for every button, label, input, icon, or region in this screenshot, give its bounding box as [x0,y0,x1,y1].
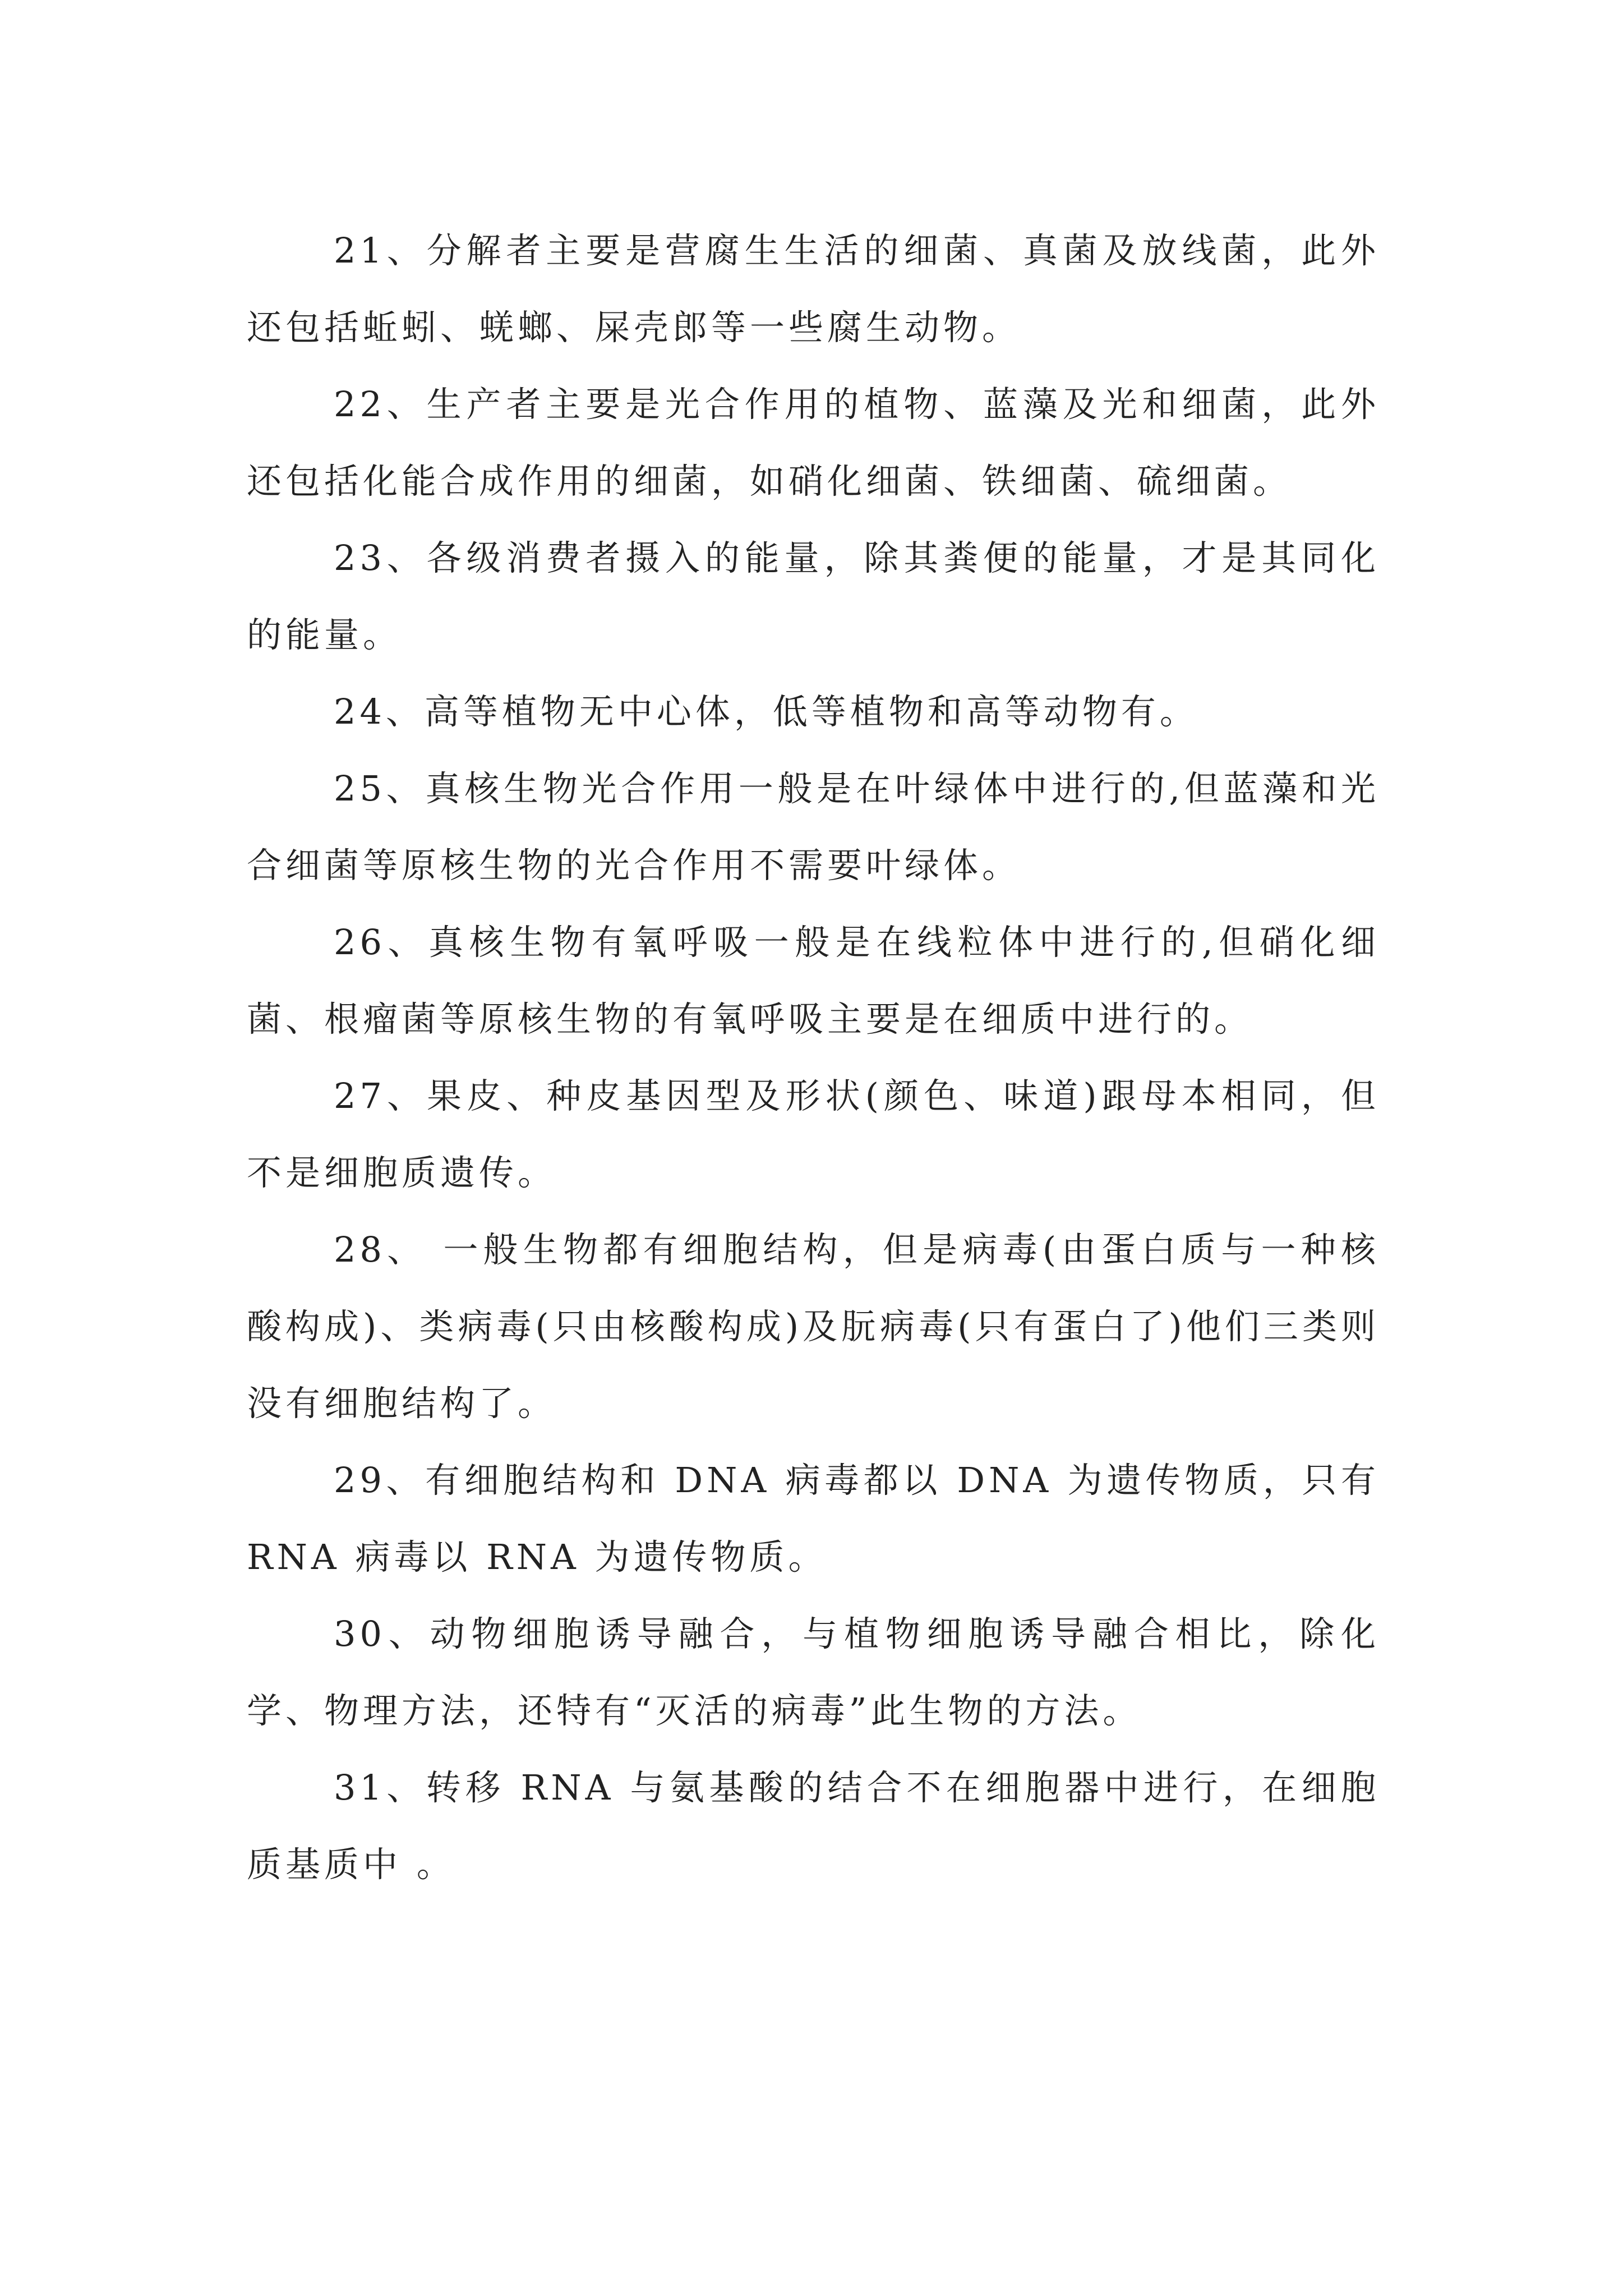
paragraph-22: 22、生产者主要是光合作用的植物、蓝藻及光和细菌，此外还包括化能合成作用的细菌，如硝化细菌、铁细菌、硫细菌。 [247,384,1380,501]
paragraph-29: 29、有细胞结构和 DNA 病毒都以 DNA 为遗传物质，只有 RNA 病毒以 RNA 为遗传物质。 [247,1460,1380,1577]
paragraph-23: 23、各级消费者摄入的能量，除其粪便的能量，才是其同化的能量。 [247,537,1380,655]
paragraph-21: 21、分解者主要是营腐生生活的细菌、真菌及放线菌，此外还包括蚯蚓、蜣螂、屎壳郎等一些腐生动物。 [247,230,1380,348]
paragraph-25: 25、真核生物光合作用一般是在叶绿体中进行的,但蓝藻和光合细菌等原核生物的光合作用不需要叶绿体。 [247,768,1380,886]
paragraph-27: 27、果皮、种皮基因型及形状(颜色、味道)跟母本相同，但不是细胞质遗传。 [247,1075,1380,1193]
paragraph-30: 30、动物细胞诱导融合，与植物细胞诱导融合相比，除化学、物理方法，还特有“灭活的病毒”此生物的方法。 [247,1613,1380,1731]
paragraph-31: 31、转移 RNA 与氨基酸的结合不在细胞器中进行，在细胞质基质中 。 [247,1767,1380,1885]
paragraph-24: 24、高等植物无中心体，低等植物和高等动物有。 [334,691,1198,732]
paragraph-28: 28、 一般生物都有细胞结构，但是病毒(由蛋白质与一种核酸构成)、类病毒(只由核酸构成)及朊病毒(只有蛋白了)他们三类则没有细胞结构了。 [247,1229,1380,1424]
document-body [247,212,1380,1903]
paragraph-26: 26、真核生物有氧呼吸一般是在线粒体中进行的,但硝化细菌、根瘤菌等原核生物的有氧呼吸主要是在细质中进行的。 [247,922,1380,1039]
